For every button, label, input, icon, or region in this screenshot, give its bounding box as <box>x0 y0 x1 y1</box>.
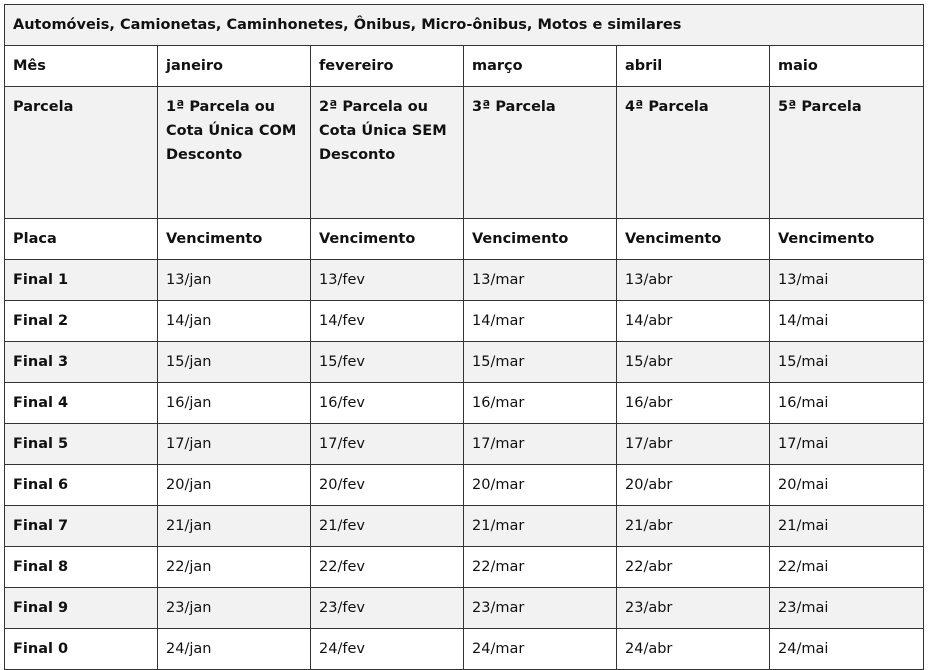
due-date-cell: 22/mai <box>770 547 924 588</box>
month-header-cell: abril <box>617 46 770 87</box>
due-date-cell: 17/fev <box>311 424 464 465</box>
due-date-cell: 22/jan <box>158 547 311 588</box>
due-date-cell: 20/fev <box>311 465 464 506</box>
table-row <box>5 342 924 383</box>
due-date-cell: 23/abr <box>617 588 770 629</box>
table-row <box>5 506 924 547</box>
due-date-cell: 14/jan <box>158 301 311 342</box>
ipva-schedule-table <box>4 4 924 670</box>
due-date-cell: 22/fev <box>311 547 464 588</box>
parcela-header-cell: 3ª Parcela <box>464 87 617 219</box>
parcela-header-cell: 1ª Parcela ou Cota Única COM Desconto <box>158 87 311 219</box>
due-date-cell: 20/mai <box>770 465 924 506</box>
plate-cell: Final 8 <box>5 547 158 588</box>
due-date-cell: 14/mar <box>464 301 617 342</box>
table-row <box>5 629 924 670</box>
month-header-label: Mês <box>5 46 158 87</box>
table-row <box>5 424 924 465</box>
vencimento-header-cell: Vencimento <box>617 219 770 260</box>
table-caption: Automóveis, Camionetas, Caminhonetes, Ônibus, Micro-ônibus, Motos e similares <box>5 5 924 46</box>
due-date-cell: 24/jan <box>158 629 311 670</box>
placa-header-label: Placa <box>5 219 158 260</box>
parcela-header-label: Parcela <box>5 87 158 219</box>
due-date-cell: 14/abr <box>617 301 770 342</box>
due-date-cell: 22/mar <box>464 547 617 588</box>
due-date-cell: 20/mar <box>464 465 617 506</box>
due-date-cell: 21/fev <box>311 506 464 547</box>
due-date-cell: 16/mar <box>464 383 617 424</box>
due-date-cell: 13/abr <box>617 260 770 301</box>
plate-cell: Final 6 <box>5 465 158 506</box>
due-date-cell: 13/jan <box>158 260 311 301</box>
vencimento-header-cell: Vencimento <box>770 219 924 260</box>
ipva-schedule-table-container <box>4 4 924 670</box>
due-date-cell: 13/mai <box>770 260 924 301</box>
plate-cell: Final 7 <box>5 506 158 547</box>
due-date-cell: 14/mai <box>770 301 924 342</box>
due-date-cell: 23/fev <box>311 588 464 629</box>
vencimento-header-cell: Vencimento <box>464 219 617 260</box>
due-date-cell: 21/jan <box>158 506 311 547</box>
plate-cell: Final 2 <box>5 301 158 342</box>
parcela-header-cell: 4ª Parcela <box>617 87 770 219</box>
due-date-cell: 17/mai <box>770 424 924 465</box>
due-date-cell: 21/mai <box>770 506 924 547</box>
vencimento-header-cell: Vencimento <box>158 219 311 260</box>
table-row <box>5 260 924 301</box>
table-row <box>5 383 924 424</box>
month-header-cell: janeiro <box>158 46 311 87</box>
table-row <box>5 547 924 588</box>
due-date-cell: 15/abr <box>617 342 770 383</box>
plate-cell: Final 5 <box>5 424 158 465</box>
plate-cell: Final 1 <box>5 260 158 301</box>
due-date-cell: 21/mar <box>464 506 617 547</box>
due-date-cell: 23/jan <box>158 588 311 629</box>
plate-cell: Final 0 <box>5 629 158 670</box>
due-date-cell: 16/jan <box>158 383 311 424</box>
due-date-cell: 20/abr <box>617 465 770 506</box>
month-header-cell: março <box>464 46 617 87</box>
parcela-header-cell: 5ª Parcela <box>770 87 924 219</box>
due-date-cell: 17/mar <box>464 424 617 465</box>
due-date-cell: 20/jan <box>158 465 311 506</box>
due-date-cell: 17/abr <box>617 424 770 465</box>
due-date-cell: 13/fev <box>311 260 464 301</box>
due-date-cell: 16/mai <box>770 383 924 424</box>
due-date-cell: 14/fev <box>311 301 464 342</box>
due-date-cell: 13/mar <box>464 260 617 301</box>
due-date-cell: 23/mar <box>464 588 617 629</box>
due-date-cell: 23/mai <box>770 588 924 629</box>
due-date-cell: 21/abr <box>617 506 770 547</box>
due-date-cell: 15/jan <box>158 342 311 383</box>
placa-header-row <box>5 219 924 260</box>
due-date-cell: 15/fev <box>311 342 464 383</box>
month-header-row <box>5 46 924 87</box>
due-date-cell: 24/mar <box>464 629 617 670</box>
parcela-header-row <box>5 87 924 219</box>
due-date-cell: 24/fev <box>311 629 464 670</box>
vencimento-header-cell: Vencimento <box>311 219 464 260</box>
month-header-cell: maio <box>770 46 924 87</box>
due-date-cell: 16/fev <box>311 383 464 424</box>
due-date-cell: 24/mai <box>770 629 924 670</box>
due-date-cell: 24/abr <box>617 629 770 670</box>
month-header-cell: fevereiro <box>311 46 464 87</box>
plate-cell: Final 3 <box>5 342 158 383</box>
table-row <box>5 301 924 342</box>
plate-cell: Final 4 <box>5 383 158 424</box>
plate-cell: Final 9 <box>5 588 158 629</box>
table-row <box>5 588 924 629</box>
due-date-cell: 15/mai <box>770 342 924 383</box>
parcela-header-cell: 2ª Parcela ou Cota Única SEM Desconto <box>311 87 464 219</box>
due-date-cell: 22/abr <box>617 547 770 588</box>
due-date-cell: 17/jan <box>158 424 311 465</box>
due-date-cell: 15/mar <box>464 342 617 383</box>
table-caption-row <box>5 5 924 46</box>
table-row <box>5 465 924 506</box>
due-date-cell: 16/abr <box>617 383 770 424</box>
